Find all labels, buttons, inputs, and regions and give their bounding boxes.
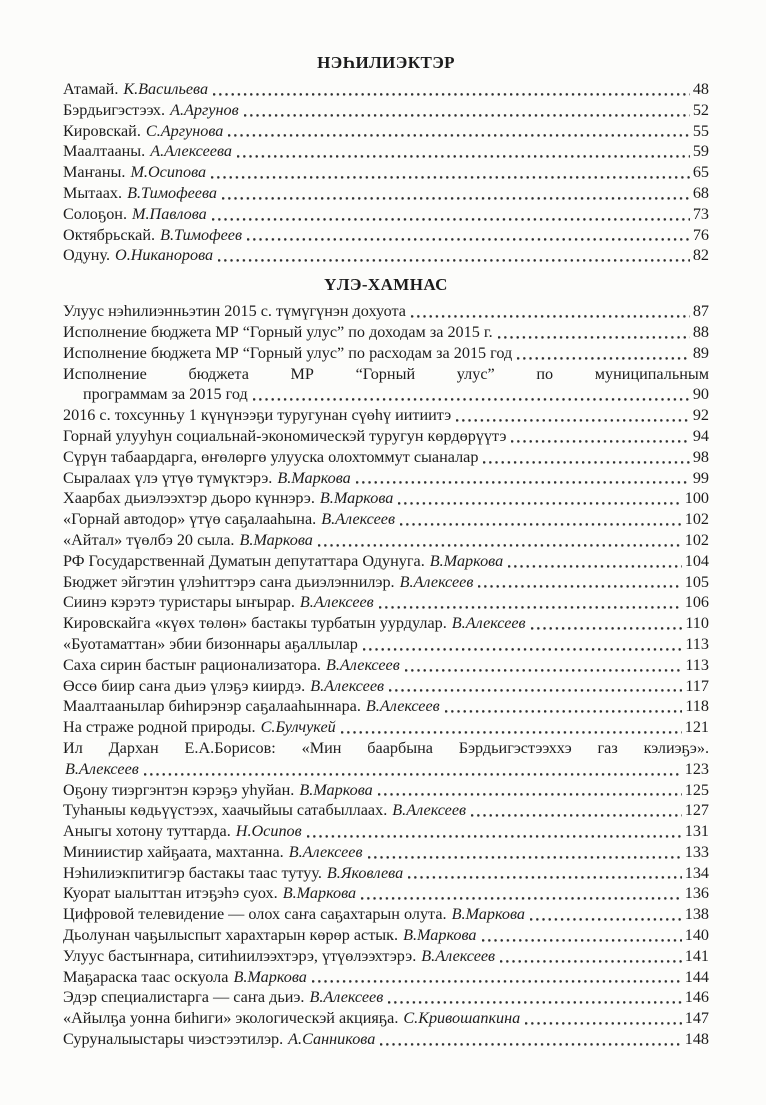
toc-entry [63,800,709,821]
page-number: 147 [684,1009,709,1028]
entry-title: «Горнай автодор» үтүө саҕалааһына. [63,510,317,529]
page-number: 144 [684,967,709,986]
page-number: 76 [692,225,709,244]
toc [63,50,709,1050]
leader-dots [380,1043,681,1046]
page-number: 121 [684,718,709,737]
leader-dots [212,218,690,221]
section-title: НЭҺИЛИЭКТЭР [317,53,455,72]
page-number: 55 [692,121,709,140]
page-number: 113 [685,634,709,653]
toc-entry [63,967,709,988]
toc-entry [63,509,709,530]
entry-title: Эдэр специалистарга — саҥа дьиэ. [63,988,305,1007]
page-number: 48 [692,80,709,98]
toc-entry [63,717,709,738]
toc-entry [63,322,709,343]
entry-author: В.Тимофеева [127,183,218,202]
entry-author: М.Осипова [130,163,207,182]
entry-title: Маалтааны. [63,142,146,161]
leader-dots [211,176,690,179]
page-number: 87 [692,302,709,321]
entry-title: Суруналыыстары чиэстээтилэр. [63,1030,284,1049]
toc-entry [63,343,709,364]
entry-title: «Айылҕа уонна биһиги» экологическэй акцияҕа. [63,1009,399,1028]
entry-author: В.Маркова [319,489,394,508]
page-number: 106 [684,593,709,612]
toc-entry [63,696,709,717]
page-number: 148 [684,1030,709,1049]
toc-entry [63,946,709,967]
toc-entry [63,245,709,266]
leader-dots [508,565,682,568]
entry-title: Исполнение бюджета МР “Горный улус” по муниципальным [63,364,709,383]
entry-title: Хаарбах дьиэлээхтэр дьоро күннэрэ. [63,489,315,508]
toc-entry [63,863,709,884]
leader-dots [307,835,682,838]
leader-dots [445,710,683,713]
entry-author: В.Маркова [277,468,351,487]
leader-dots [408,876,682,879]
entry-title: Саха сирин бастыҥ рационализатора. [63,655,321,674]
toc-section [63,272,709,1050]
toc-entry [63,613,709,634]
page-number: 140 [684,926,709,945]
leader-dots [218,259,690,262]
page-number: 73 [692,204,709,223]
entry-author: В.Алексеев [310,676,385,695]
page-number: 94 [692,426,709,445]
toc-entry [63,1029,709,1050]
page-number: 105 [684,572,709,591]
leader-dots [312,980,682,983]
section-title: ҮЛЭ-ХАМНАС [324,275,448,295]
entry-author: С.Булчукей [260,718,336,737]
toc-entry [63,592,709,613]
entry-author: К.Васильева [123,80,209,98]
entry-title: Исполнение бюджета МР “Горный улус” по расходам за 2015 год [63,343,513,362]
page-number: 117 [685,676,709,695]
toc-entry [63,883,709,904]
leader-dots [389,689,682,692]
toc-entry [63,79,709,100]
entry-title: Солоҕон. [63,204,127,223]
entry-title: Горнай улууһун социальнай-экономическэй туругун көрдөрүүтэ [63,426,507,445]
page-number: 52 [692,100,709,119]
entry-author: М.Павлова [132,204,207,223]
toc-entry [63,447,709,468]
page-number: 141 [684,946,709,965]
toc-entry [63,572,709,593]
toc-entry [63,405,709,426]
page-number: 113 [685,655,709,674]
entry-author: А.Аргунов [170,100,239,119]
toc-entry [63,468,709,489]
toc-entry [63,301,709,322]
leader-dots [482,939,682,942]
entry-author: О.Никанорова [115,246,214,265]
page-number: 102 [684,510,709,529]
entry-author: В.Маркова [451,905,525,924]
entry-title: Сыралаах үлэ үтүө түмүктэрэ. [63,468,273,487]
entry-title: Нэһилиэкпитигэр бастакы таас тутуу. [63,863,322,882]
leader-dots [247,238,690,241]
page-number: 98 [692,447,709,466]
page-number: 104 [684,551,709,570]
toc-entry [63,141,709,162]
entry-title: Оҕону тиэргэнтэн кэрэҕэ уһуйан. [63,780,295,799]
entry-title: РФ Государственнай Думатын депутаттара Одунуга. [63,551,425,570]
entry-author: С.Кривошапкина [403,1009,521,1028]
entry-title: Туһаныы көдьүүстээх, хаачыйыы сатабыллаах. [63,801,388,820]
entry-title: Улуус нэһилиэнньэтин 2015 с. түмүгүнэн дохуота [63,302,406,321]
leader-dots [531,627,683,630]
entry-author: В.Алексеев [321,510,395,529]
entry-title: Сиинэ кэрэтэ туристары ыҥырар. [63,593,295,612]
toc-entry [63,204,709,225]
leader-dots [483,461,689,464]
toc-entry [63,121,709,142]
toc-entry [63,780,709,801]
page-number: 118 [685,697,709,716]
leader-dots [144,773,682,776]
entry-author: В.Тимофеев [160,225,243,244]
leader-dots [213,93,690,96]
leader-dots [361,897,682,900]
entry-title: Октябрьскай. [63,225,156,244]
page-number: 92 [692,406,709,425]
toc-entry [63,987,709,1008]
toc-entry [63,738,709,759]
page-number: 136 [684,884,709,903]
entry-title: Кировскайга «күөх төлөн» бастакы турбатын уурдулар. [63,614,447,633]
toc-entry [63,1008,709,1029]
entry-title: Дьолунан чаҕылыспыт харахтарын көрөр астык. [63,926,399,945]
toc-entry [63,551,709,572]
entry-author: В.Алексеев [392,801,467,820]
entry-title: «Айтал» түөлбэ 20 сыла. [63,530,235,549]
entry-author: В.Алексеев [365,697,440,716]
entry-title: Улуус бастыҥнара, ситиһиилээхтэрэ, үтүөлээхтэрэ. [63,946,417,965]
page-number: 89 [692,343,709,362]
leader-dots [368,856,682,859]
toc-entry [63,364,709,385]
entry-title: Одуну. [63,246,110,265]
entry-title: Куорат ыалыттан итэҕэһэ суох. [63,884,278,903]
leader-dots [379,606,682,609]
toc-entry [63,488,709,509]
leader-dots [398,502,681,505]
entry-title: «Буотаматтан» эбии бизоннары аҕаллылар [63,634,358,653]
entry-author: А.Алексеева [150,142,232,161]
page-number: 88 [692,322,709,341]
page-number: 138 [684,905,709,924]
entry-title: Миниистир хайҕаата, махтанна. [63,842,284,861]
page-number: 127 [684,801,709,820]
leader-dots [498,336,690,339]
toc-entry [63,676,709,697]
entry-title: Өссө биир саҥа дьиэ үлэҕэ киирдэ. [63,676,306,695]
entry-title: Мытаах. [63,183,123,202]
toc-entry [63,925,709,946]
entry-author: С.Аргунова [145,121,224,140]
leader-dots [500,960,682,963]
page-number: 133 [684,842,709,861]
leader-dots [530,918,682,921]
entry-title: На страже родной природы. [63,718,256,737]
entry-author: В.Маркова [299,780,373,799]
toc-entry-continuation [63,384,709,405]
leader-dots [471,814,682,817]
entry-author: В.Алексеев [65,759,139,778]
entry-author: В.Маркова [429,551,504,570]
page-number: 90 [692,385,709,404]
toc-entry [63,842,709,863]
toc-entry [63,655,709,676]
leader-dots [363,648,682,651]
entry-author: В.Маркова [233,967,307,986]
leader-dots [456,419,690,422]
toc-entry [63,183,709,204]
entry-author: В.Алексеев [325,655,400,674]
entry-author: В.Маркова [403,926,477,945]
leader-dots [525,1022,681,1025]
entry-author: В.Алексеев [421,946,496,965]
entry-author: Н.Осипов [235,822,302,841]
entry-continuation-text: программам за 2015 год [83,385,248,404]
page-number: 65 [692,163,709,182]
leader-dots [244,114,690,117]
leader-dots [405,669,683,672]
leader-dots [318,544,682,547]
entry-title: Маҥаны. [63,163,126,182]
entry-title: Сүрүн табаардарга, өҥөлөргө улууска олохтоммут сыаналар [63,447,479,466]
toc-entry [63,904,709,925]
entry-author: В.Яковлева [326,863,404,882]
toc-section [63,50,709,266]
leader-dots [517,357,690,360]
entry-title: Исполнение бюджета МР “Горный улус” по доходам за 2015 г. [63,322,493,341]
entry-author: В.Алексеев [299,593,374,612]
entry-author: В.Алексеев [288,842,363,861]
toc-entry-continuation [63,759,709,780]
leader-dots [388,1001,681,1004]
page-number: 131 [684,822,709,841]
entry-author: А.Санникова [288,1030,376,1049]
page-number: 134 [684,863,709,882]
page-number: 110 [685,614,709,633]
page-number: 125 [684,780,709,799]
page-number: 99 [692,468,709,487]
toc-entry [63,634,709,655]
entry-title: Бэрдьигэстээх. [63,100,166,119]
leader-dots [356,481,690,484]
entry-title: 2016 с. тохсунньу 1 күнүнээҕи туругунан сүөһү иитиитэ [63,406,452,425]
leader-dots [411,315,690,318]
page-number: 82 [692,246,709,265]
page-number: 68 [692,183,709,202]
leader-dots [341,731,682,734]
toc-entry [63,100,709,121]
leader-dots [511,440,689,443]
page-number: 123 [684,759,709,778]
toc-entry [63,225,709,246]
page-number: 100 [684,489,709,508]
leader-dots [378,793,682,796]
entry-title: Цифровой телевидение — олох саҥа саҕахтарын олута. [63,905,447,924]
leader-dots [228,134,689,137]
toc-entry [63,530,709,551]
page-number: 59 [692,142,709,161]
leader-dots [237,155,690,158]
page-number: 102 [684,530,709,549]
leader-dots [478,585,681,588]
entry-title: Кировскай. [63,121,141,140]
entry-title: Аныгы хотону туттарда. [63,822,231,841]
leader-dots [222,197,690,200]
page-number: 146 [684,988,709,1007]
toc-entry [63,426,709,447]
toc-entry [63,821,709,842]
entry-author: В.Маркова [282,884,357,903]
leader-dots [400,523,682,526]
toc-entry [63,162,709,183]
entry-title: Атамай. [63,80,119,98]
entry-title: Маалтаанылар биһирэнэр саҕалааһыннара. [63,697,361,716]
entry-author: В.Маркова [239,530,313,549]
entry-author: В.Алексеев [309,988,384,1007]
entry-title: Ил Дархан Е.А.Борисов: «Мин баарбына Бэрдьигэстээххэ газ кэлиэҕэ». [63,738,709,757]
entry-author: В.Алексеев [451,614,526,633]
entry-title: Маҕараска таас оскуола [63,967,229,986]
leader-dots [253,398,690,401]
entry-title: Бюджет эйгэтин үлэһиттэрэ саҥа дьиэлэннилэр. [63,572,395,591]
entry-author: В.Алексеев [399,572,474,591]
